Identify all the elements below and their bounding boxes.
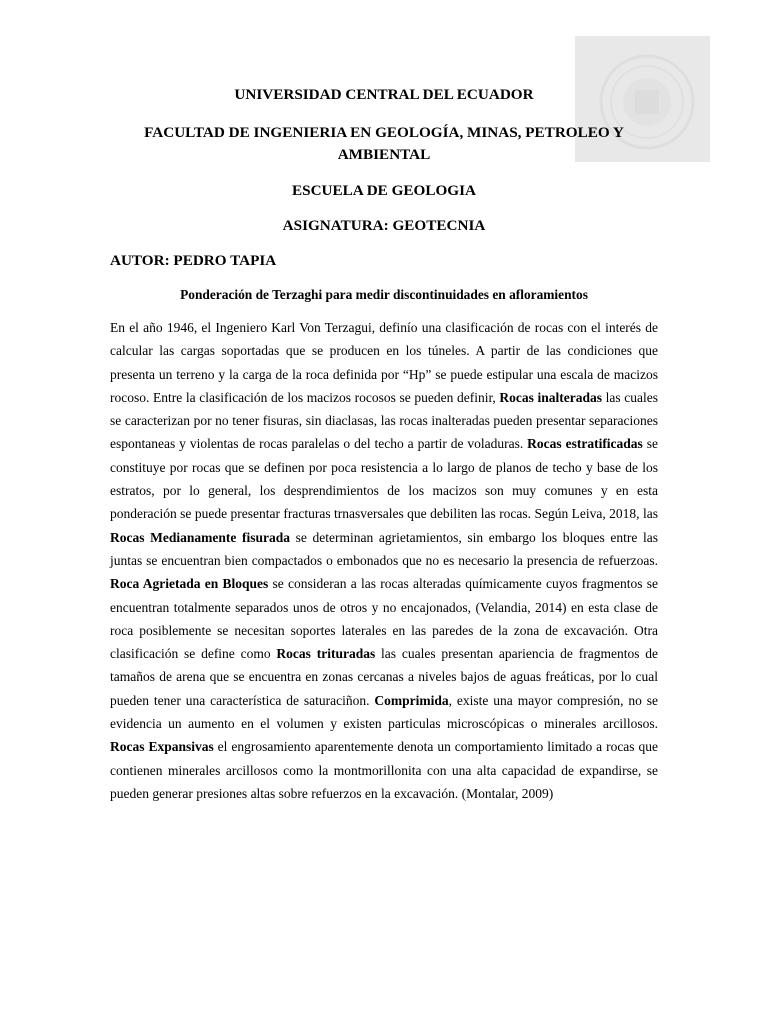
- term-rocas-medianamente-fisurada: Rocas Medianamente fisurada: [110, 529, 291, 545]
- document-title: Ponderación de Terzaghi para medir discontinuidades en afloramientos: [180, 287, 588, 302]
- school-name: ESCUELA DE GEOLOGIA: [292, 182, 476, 199]
- body-text-segment: se consideran a las rocas alteradas químicamente cuyos fragmentos se encuentran totalmente separados unos de otros y no encajonados, (Velandia, 2014) en esta clase de roca posiblemente se necesitan soportes laterales en las paredes de la zona de excavación. Otra clasificación se define como: [110, 576, 658, 662]
- subject-name: ASIGNATURA: GEOTECNIA: [282, 217, 486, 234]
- body-text-segment: En el año 1946, el Ingeniero Karl Von Terzagui, definío una clasificación de rocas con el interés de calcular las cargas soportadas que se producen en los túneles. A partir de las condiciones que presenta un terreno y la carga de la roca definida por “Hp” se puede estipular una escala de macizos rocoso. Entre la clasificación de los macizos rocosos se pueden definir,: [110, 320, 658, 405]
- term-rocas-expansivas: Rocas Expansivas: [110, 739, 214, 755]
- term-rocas-trituradas: Rocas trituradas: [276, 646, 376, 662]
- body-text-segment: el engrosamiento aparentemente denota un comportamiento limitado a rocas que contienen minerales arcillosos como la montmorillonita con una alta capacidad de expandirse, se pueden generar presiones altas sobre refuerzos en la excavación. (Montalar, 2009): [110, 739, 658, 801]
- body-text-segment: las cuales presentan apariencia de fragmentos de tamaños de arena que se encuentra en zonas cercanas a niveles bajos de aguas freáticas, por lo cual pueden tener una característica de saturaciñon.: [110, 646, 659, 708]
- body-paragraph: [110, 316, 658, 805]
- faculty-name: FACULTAD DE INGENIERIA EN GEOLOGÍA, MINAS, PETROLEO Y AMBIENTAL: [144, 124, 624, 163]
- term-rocas-inalteradas: Rocas inalteradas: [499, 389, 603, 405]
- author-line: AUTOR: PEDRO TAPIA: [110, 252, 277, 269]
- body-text-segment: , existe una mayor compresión, no se evidencia un aumento en el volumen y existen particulas microscópicas o minerales arcillosos.: [110, 692, 658, 732]
- body-text-segment: se determinan agrietamientos, sin embargo los bloques entre las juntas se encuentran bien compactados o embonados que no es necesario la presencia de refuerzoas.: [110, 529, 658, 568]
- body-text-segment: se constituye por rocas que se definen por poca resistencia a lo largo de planos de techo y base de los estratos, por lo general, los desprendimientos de los macizos son muy comunes y en esta ponderación se puede presentar fracturas trnasversales que debiliten las rocas. Según Leiva, 2018, las: [110, 436, 658, 522]
- term-comprimida: Comprimida: [374, 692, 449, 708]
- body-text-segment: las cuales se caracterizan por no tener fisuras, sin diaclasas, las rocas inalteradas pueden presentar separaciones espontaneas y violentas de rocas paralelas o del techo a partir de voladuras.: [110, 389, 658, 452]
- term-rocas-estratificadas: Rocas estratificadas: [527, 436, 643, 452]
- term-roca-agrietada-en-bloques: Roca Agrietada en Bloques: [110, 576, 269, 592]
- university-name: UNIVERSIDAD CENTRAL DEL ECUADOR: [234, 86, 534, 103]
